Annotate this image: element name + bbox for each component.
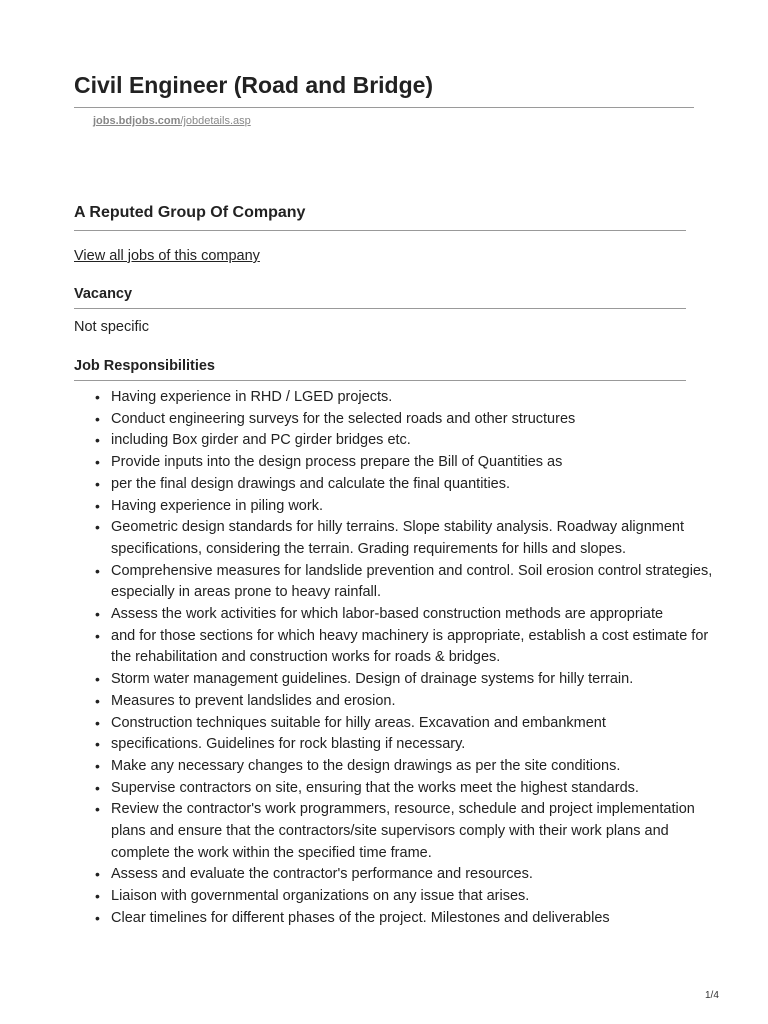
list-item: • Having experience in RHD / LGED projects. <box>111 387 731 409</box>
list-item: • specifications. Guidelines for rock blasting if necessary. <box>111 734 731 756</box>
list-item: • Comprehensive measures for landslide prevention and control. Soil erosion control strategies, especially in areas prone to heavy rainfall. <box>111 561 731 604</box>
list-item: • including Box girder and PC girder bridges etc. <box>111 430 731 452</box>
list-item: • Provide inputs into the design process prepare the Bill of Quantities as <box>111 452 731 474</box>
list-item: • Review the contractor's work programmers, resource, schedule and project implementation plans and ensure that the contractors/site supervisors comply with their work plans and complete the work within the specified time frame. <box>111 799 731 864</box>
job-responsibilities-heading: Job Responsibilities <box>74 358 215 374</box>
source-url[interactable] <box>93 114 251 128</box>
vacancy-value: Not specific <box>74 319 149 335</box>
list-item: • Make any necessary changes to the design drawings as per the site conditions. <box>111 756 731 778</box>
list-item: • Assess the work activities for which labor-based construction methods are appropriate <box>111 604 731 626</box>
list-item: • and for those sections for which heavy machinery is appropriate, establish a cost estimate for the rehabilitation and construction works for roads & bridges. <box>111 626 731 669</box>
source-path-link[interactable]: /jobdetails.asp <box>180 115 251 127</box>
source-domain-link[interactable]: jobs.bdjobs.com <box>93 115 181 127</box>
list-item: • Supervise contractors on site, ensuring that the works meet the highest standards. <box>111 778 731 800</box>
list-item: • Liaison with governmental organizations on any issue that arises. <box>111 886 731 908</box>
page-number: 1/4 <box>705 990 719 1001</box>
company-divider <box>74 230 686 231</box>
list-item: • Assess and evaluate the contractor's performance and resources. <box>111 864 731 886</box>
list-item: • Geometric design standards for hilly terrains. Slope stability analysis. Roadway alignment specifications, considering the terrain. Grading requirements for hills and slopes. <box>111 517 731 560</box>
company-name-heading: A Reputed Group Of Company <box>74 204 306 221</box>
list-item: • Conduct engineering surveys for the selected roads and other structures <box>111 409 731 431</box>
list-item: • Clear timelines for different phases of the project. Milestones and deliverables <box>111 908 731 930</box>
list-item: • Construction techniques suitable for hilly areas. Excavation and embankment <box>111 713 731 735</box>
list-item: • per the final design drawings and calculate the final quantities. <box>111 474 731 496</box>
vacancy-heading: Vacancy <box>74 286 133 302</box>
page-title: Civil Engineer (Road and Bridge) <box>74 72 434 98</box>
list-item: • Having experience in piling work. <box>111 496 731 518</box>
list-item: • Measures to prevent landslides and erosion. <box>111 691 731 713</box>
responsibilities-divider <box>74 380 686 381</box>
responsibilities-list <box>74 387 731 930</box>
title-divider <box>74 107 694 108</box>
vacancy-divider <box>74 308 686 309</box>
list-item: • Storm water management guidelines. Design of drainage systems for hilly terrain. <box>111 669 731 691</box>
view-all-jobs-link[interactable]: View all jobs of this company <box>74 248 260 264</box>
